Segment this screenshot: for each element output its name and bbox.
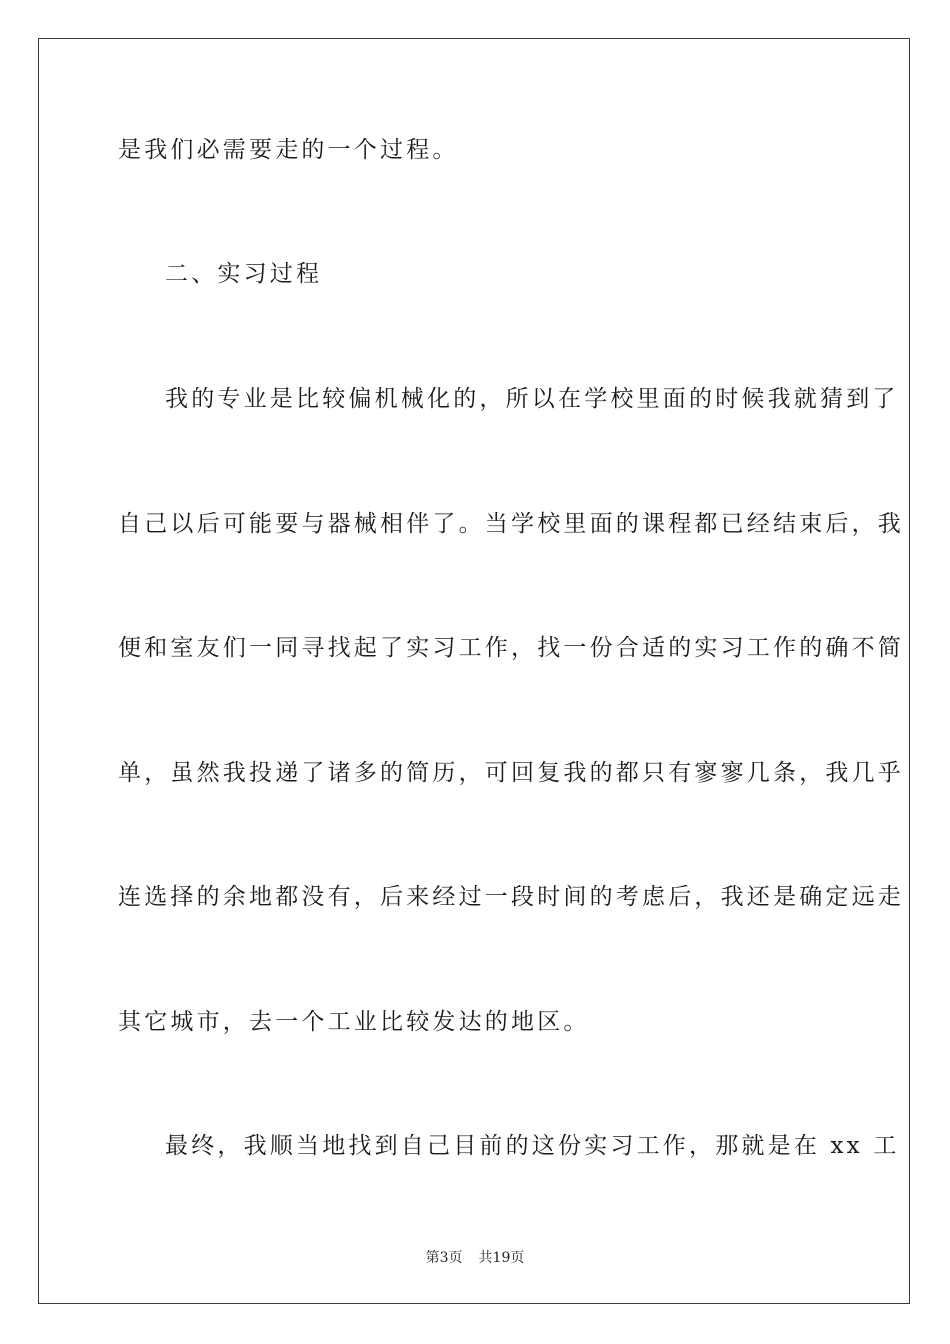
page-total: 共19页 bbox=[478, 1250, 525, 1266]
body-text-line: 是我们必需要走的一个过程。 bbox=[118, 137, 459, 163]
section-heading: 二、实习过程 bbox=[165, 261, 323, 287]
body-text-line: 自己以后可能要与器械相伴了。当学校里面的课程都已经结束后，我 bbox=[118, 511, 904, 537]
body-text-line: 单，虽然我投递了诸多的简历，可回复我的都只有寥寥几条，我几乎 bbox=[118, 760, 904, 786]
page-footer bbox=[0, 1247, 950, 1267]
body-text-line: 其它城市，去一个工业比较发达的地区。 bbox=[118, 1009, 590, 1035]
body-text-line: 便和室友们一同寻找起了实习工作，找一份合适的实习工作的确不简 bbox=[118, 635, 904, 661]
page-border bbox=[38, 38, 910, 1304]
page-number: 第3页 bbox=[425, 1250, 463, 1266]
body-text-line: 我的专业是比较偏机械化的，所以在学校里面的时候我就猜到了 bbox=[165, 386, 899, 412]
body-text-line: 最终，我顺当地找到自己目前的这份实习工作，那就是在 xx 工 bbox=[165, 1133, 900, 1159]
body-text-line: 连选择的余地都没有，后来经过一段时间的考虑后，我还是确定远走 bbox=[118, 884, 904, 910]
